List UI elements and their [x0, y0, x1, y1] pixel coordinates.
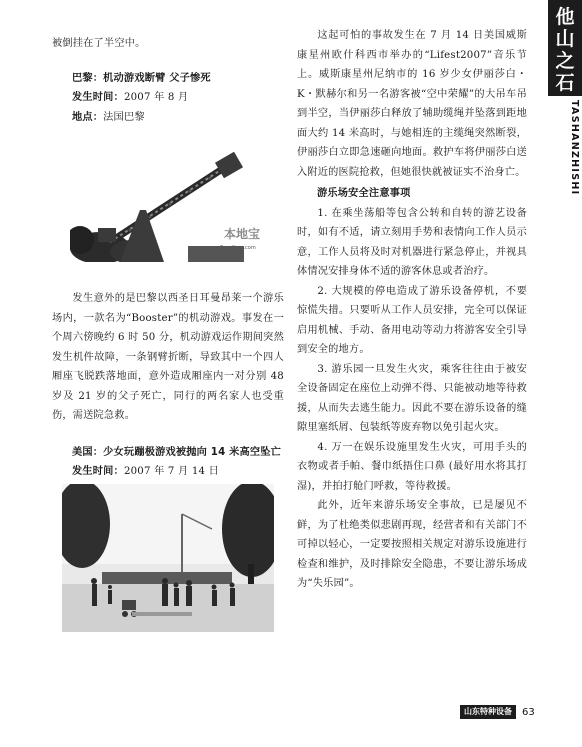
safety-heading: 游乐场安全注意事项: [317, 188, 411, 199]
festival-scene-photo: [62, 484, 274, 632]
photo1-watermark-url: Bendibao.com: [220, 245, 256, 251]
safety-tip-3: 3. 游乐园一旦发生火灾，乘客往往由于被安全设备固定在座位上动弹不得、只能被动地等待救援，从而失去逃生能力。因此不要在游乐设备的缝隙里塞纸屑、包装纸等废弃物以免引起火灾。: [297, 363, 527, 433]
safety-tip-1: 1. 在乘坐荡船等包含公转和自转的游艺设备时，如有不适，请立刻用手势和表情向工作人员示意，工作人员将及时对机器进行紧急停止，并视具体情况安排身体不适的游客休息或者治疗。: [297, 207, 527, 277]
case1-time: 发生时间：2007 年 8 月: [72, 92, 189, 103]
page-footer: [460, 705, 535, 719]
case1-heading: 巴黎：机动游戏断臂 父子惨死: [72, 72, 211, 84]
safety-tip-2: 2. 大规模的停电造成了游乐设备停机，不要惊慌失措。只要听从工作人员安排，完全可以保证启用机械、手动、备用电动等动力将游客安全引导到安全的地方。: [297, 285, 527, 355]
journal-name: 山东特种设备: [460, 705, 516, 719]
photo1-watermark: 本地宝: [224, 227, 261, 241]
booster-ride-photo: [70, 150, 265, 262]
case2-time: 发生时间：2007 年 7 月 14 日: [72, 466, 220, 477]
intro-line: 被倒挂在了半空中。: [52, 38, 146, 49]
case1-body: 发生意外的是巴黎以西圣日耳曼昂莱一个游乐场内，一款名为“Booster”的机动游戏。事发在一个周六傍晚约 6 时 50 分，机动游戏运作期间突然发生机件故障，一条钢臂折断，导致其中一个四人厢座飞脱跌落地面，意外造成厢座内一对分别 48 岁及 21 岁的父子死亡，同行的两名家人也受重伤，需送院急救。: [52, 293, 284, 421]
section-title-en: TASHANZHISHI: [569, 100, 580, 196]
case1-place: 地点：法国巴黎: [72, 111, 145, 123]
safety-tip-4: 4. 万一在娱乐设施里发生火灾，可用手头的衣物或者手帕、餐巾纸捂住口鼻 (最好用水将其打湿)，并拍打舱门呼救，等待救援。: [297, 441, 527, 492]
left-column: [52, 34, 284, 501]
section-title-cn: 他山之石: [555, 6, 575, 94]
page-number: 63: [522, 706, 535, 718]
closing-paragraph: 此外，近年来游乐场安全事故，已是屡见不鲜，为了杜绝类似悲剧再现，经营者和有关部门不可掉以轻心，一定要按照相关规定对游乐设施进行检查和维护，及时排除安全隐患，不要让游乐场成为“失乐园”。: [297, 500, 527, 589]
right-column: [297, 26, 527, 594]
accident-paragraph: 这起可怕的事故发生在 7 月 14 日美国威斯康星州欧什科西市举办的“Lifest2007”音乐节上。威斯康星州尼纳市的 16 岁少女伊丽莎白・K・默赫尔和另一名游客被“空中荣耀”的大吊车吊到半空，当伊丽莎白释放了辅助缆绳并坠落到距地面大约 14 米高时，与她相连的主缆绳突然断裂，伊丽莎白立即急速砸向地面。救护车将伊丽莎白送入附近的医院抢救，但她很快就被证实不治身亡。: [297, 30, 527, 178]
case2-heading: 美国：少女玩蹦极游戏被抛向 14 米高空坠亡: [72, 446, 282, 458]
